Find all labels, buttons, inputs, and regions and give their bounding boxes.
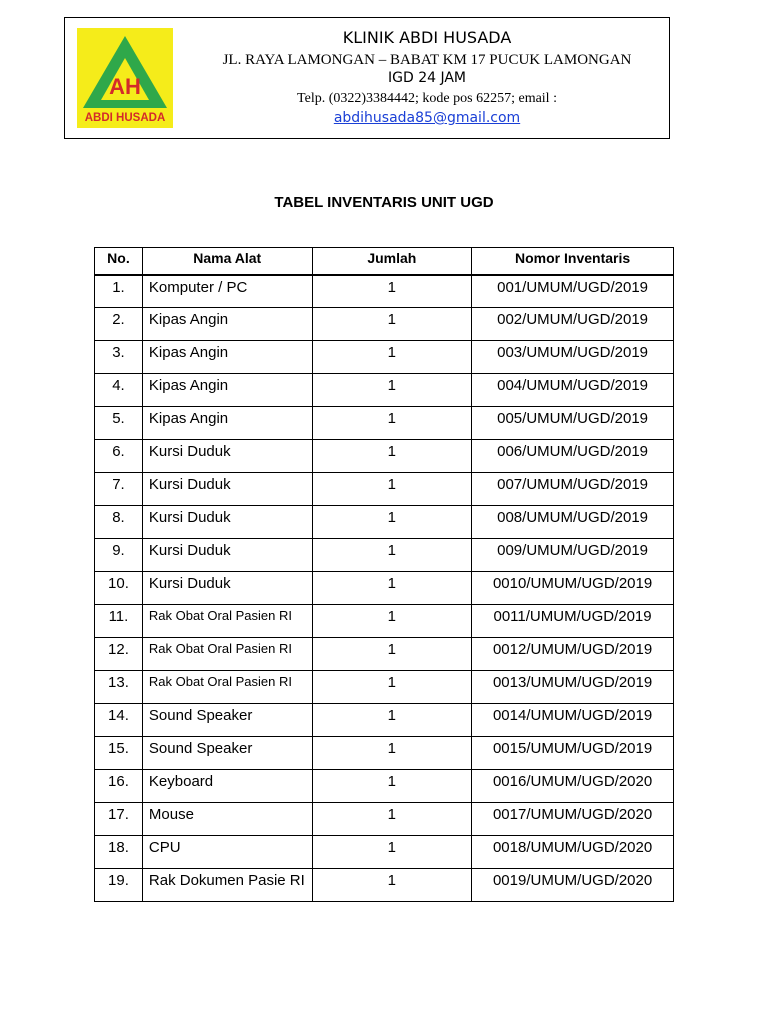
cell-no: 8.: [95, 506, 143, 539]
cell-name: Kipas Angin: [142, 341, 312, 374]
cell-no: 7.: [95, 473, 143, 506]
cell-inventory-number: 002/UMUM/UGD/2019: [472, 308, 674, 341]
cell-qty: 1: [312, 572, 472, 605]
cell-no: 14.: [95, 704, 143, 737]
contact-info: Telp. (0322)3384442; kode pos 62257; email :: [297, 91, 557, 106]
cell-name: Kipas Angin: [142, 374, 312, 407]
cell-inventory-number: 003/UMUM/UGD/2019: [472, 341, 674, 374]
cell-qty: 1: [312, 374, 472, 407]
cell-qty: 1: [312, 770, 472, 803]
table-row: [95, 440, 674, 473]
header-inventory-number: Nomor Inventaris: [472, 248, 674, 275]
clinic-name: KLINIK ABDI HUSADA: [342, 28, 512, 47]
logo-caption: ABDI HUSADA: [84, 112, 166, 124]
cell-inventory-number: 0012/UMUM/UGD/2019: [472, 638, 674, 671]
cell-inventory-number: 008/UMUM/UGD/2019: [472, 506, 674, 539]
logo-monogram: AH: [109, 74, 141, 99]
cell-no: 2.: [95, 308, 143, 341]
cell-qty: 1: [312, 539, 472, 572]
cell-inventory-number: 0014/UMUM/UGD/2019: [472, 704, 674, 737]
table-row: [95, 671, 674, 704]
cell-qty: 1: [312, 737, 472, 770]
cell-inventory-number: 0016/UMUM/UGD/2020: [472, 770, 674, 803]
service-hours: IGD 24 JAM: [387, 70, 466, 86]
cell-qty: 1: [312, 407, 472, 440]
cell-no: 17.: [95, 803, 143, 836]
cell-name: Sound Speaker: [142, 704, 312, 737]
cell-qty: 1: [312, 836, 472, 869]
table-row: [95, 572, 674, 605]
cell-inventory-number: 0011/UMUM/UGD/2019: [472, 605, 674, 638]
cell-inventory-number: 009/UMUM/UGD/2019: [472, 539, 674, 572]
cell-name: Sound Speaker: [142, 737, 312, 770]
cell-name: Rak Obat Oral Pasien RI: [142, 605, 312, 638]
cell-name: Kursi Duduk: [142, 506, 312, 539]
letterhead: [64, 17, 670, 139]
document-title: TABEL INVENTARIS UNIT UGD: [274, 194, 494, 211]
table-row: [95, 308, 674, 341]
cell-inventory-number: 001/UMUM/UGD/2019: [472, 275, 674, 308]
cell-name: Komputer / PC: [142, 275, 312, 308]
cell-no: 10.: [95, 572, 143, 605]
cell-name: Keyboard: [142, 770, 312, 803]
cell-name: Kipas Angin: [142, 407, 312, 440]
cell-qty: 1: [312, 341, 472, 374]
cell-no: 1.: [95, 275, 143, 308]
table-row: [95, 275, 674, 308]
cell-name: Mouse: [142, 803, 312, 836]
cell-qty: 1: [312, 275, 472, 308]
table-row: [95, 341, 674, 374]
cell-inventory-number: 0015/UMUM/UGD/2019: [472, 737, 674, 770]
table-row: [95, 836, 674, 869]
header-name: Nama Alat: [142, 248, 312, 275]
cell-no: 15.: [95, 737, 143, 770]
cell-qty: 1: [312, 440, 472, 473]
inventory-table: [94, 247, 674, 902]
cell-inventory-number: 0013/UMUM/UGD/2019: [472, 671, 674, 704]
cell-qty: 1: [312, 803, 472, 836]
header-qty: Jumlah: [312, 248, 472, 275]
cell-inventory-number: 004/UMUM/UGD/2019: [472, 374, 674, 407]
cell-inventory-number: 0018/UMUM/UGD/2020: [472, 836, 674, 869]
cell-name: Kursi Duduk: [142, 440, 312, 473]
cell-inventory-number: 006/UMUM/UGD/2019: [472, 440, 674, 473]
table-row: [95, 770, 674, 803]
cell-name: Rak Obat Oral Pasien RI: [142, 671, 312, 704]
cell-no: 12.: [95, 638, 143, 671]
cell-inventory-number: 0019/UMUM/UGD/2020: [472, 869, 674, 902]
table-row: [95, 638, 674, 671]
cell-no: 9.: [95, 539, 143, 572]
table-row: [95, 506, 674, 539]
cell-name: Rak Dokumen Pasie RI: [142, 869, 312, 902]
cell-no: 11.: [95, 605, 143, 638]
cell-inventory-number: 0017/UMUM/UGD/2020: [472, 803, 674, 836]
table-row: [95, 803, 674, 836]
cell-qty: 1: [312, 704, 472, 737]
header-no: No.: [95, 248, 143, 275]
cell-qty: 1: [312, 869, 472, 902]
cell-name: Kursi Duduk: [142, 473, 312, 506]
table-row: [95, 473, 674, 506]
cell-inventory-number: 005/UMUM/UGD/2019: [472, 407, 674, 440]
cell-qty: 1: [312, 671, 472, 704]
cell-inventory-number: 0010/UMUM/UGD/2019: [472, 572, 674, 605]
cell-no: 18.: [95, 836, 143, 869]
cell-no: 4.: [95, 374, 143, 407]
cell-qty: 1: [312, 308, 472, 341]
cell-qty: 1: [312, 473, 472, 506]
table-row: [95, 374, 674, 407]
cell-name: Kipas Angin: [142, 308, 312, 341]
email-line: [65, 110, 669, 126]
cell-qty: 1: [312, 506, 472, 539]
table-row: [95, 869, 674, 902]
table-row: [95, 704, 674, 737]
cell-inventory-number: 007/UMUM/UGD/2019: [472, 473, 674, 506]
cell-name: Kursi Duduk: [142, 572, 312, 605]
cell-no: 13.: [95, 671, 143, 704]
cell-name: Kursi Duduk: [142, 539, 312, 572]
email-link[interactable]: abdihusada85@gmail.com: [333, 110, 521, 126]
cell-qty: 1: [312, 605, 472, 638]
table-row: [95, 605, 674, 638]
cell-qty: 1: [312, 638, 472, 671]
table-row: [95, 737, 674, 770]
clinic-address: JL. RAYA LAMONGAN – BABAT KM 17 PUCUK LAMONGAN: [222, 52, 632, 68]
table-header-row: [95, 248, 674, 275]
table-row: [95, 407, 674, 440]
cell-no: 16.: [95, 770, 143, 803]
cell-no: 5.: [95, 407, 143, 440]
cell-no: 3.: [95, 341, 143, 374]
cell-no: 6.: [95, 440, 143, 473]
cell-name: CPU: [142, 836, 312, 869]
cell-no: 19.: [95, 869, 143, 902]
cell-name: Rak Obat Oral Pasien RI: [142, 638, 312, 671]
table-row: [95, 539, 674, 572]
